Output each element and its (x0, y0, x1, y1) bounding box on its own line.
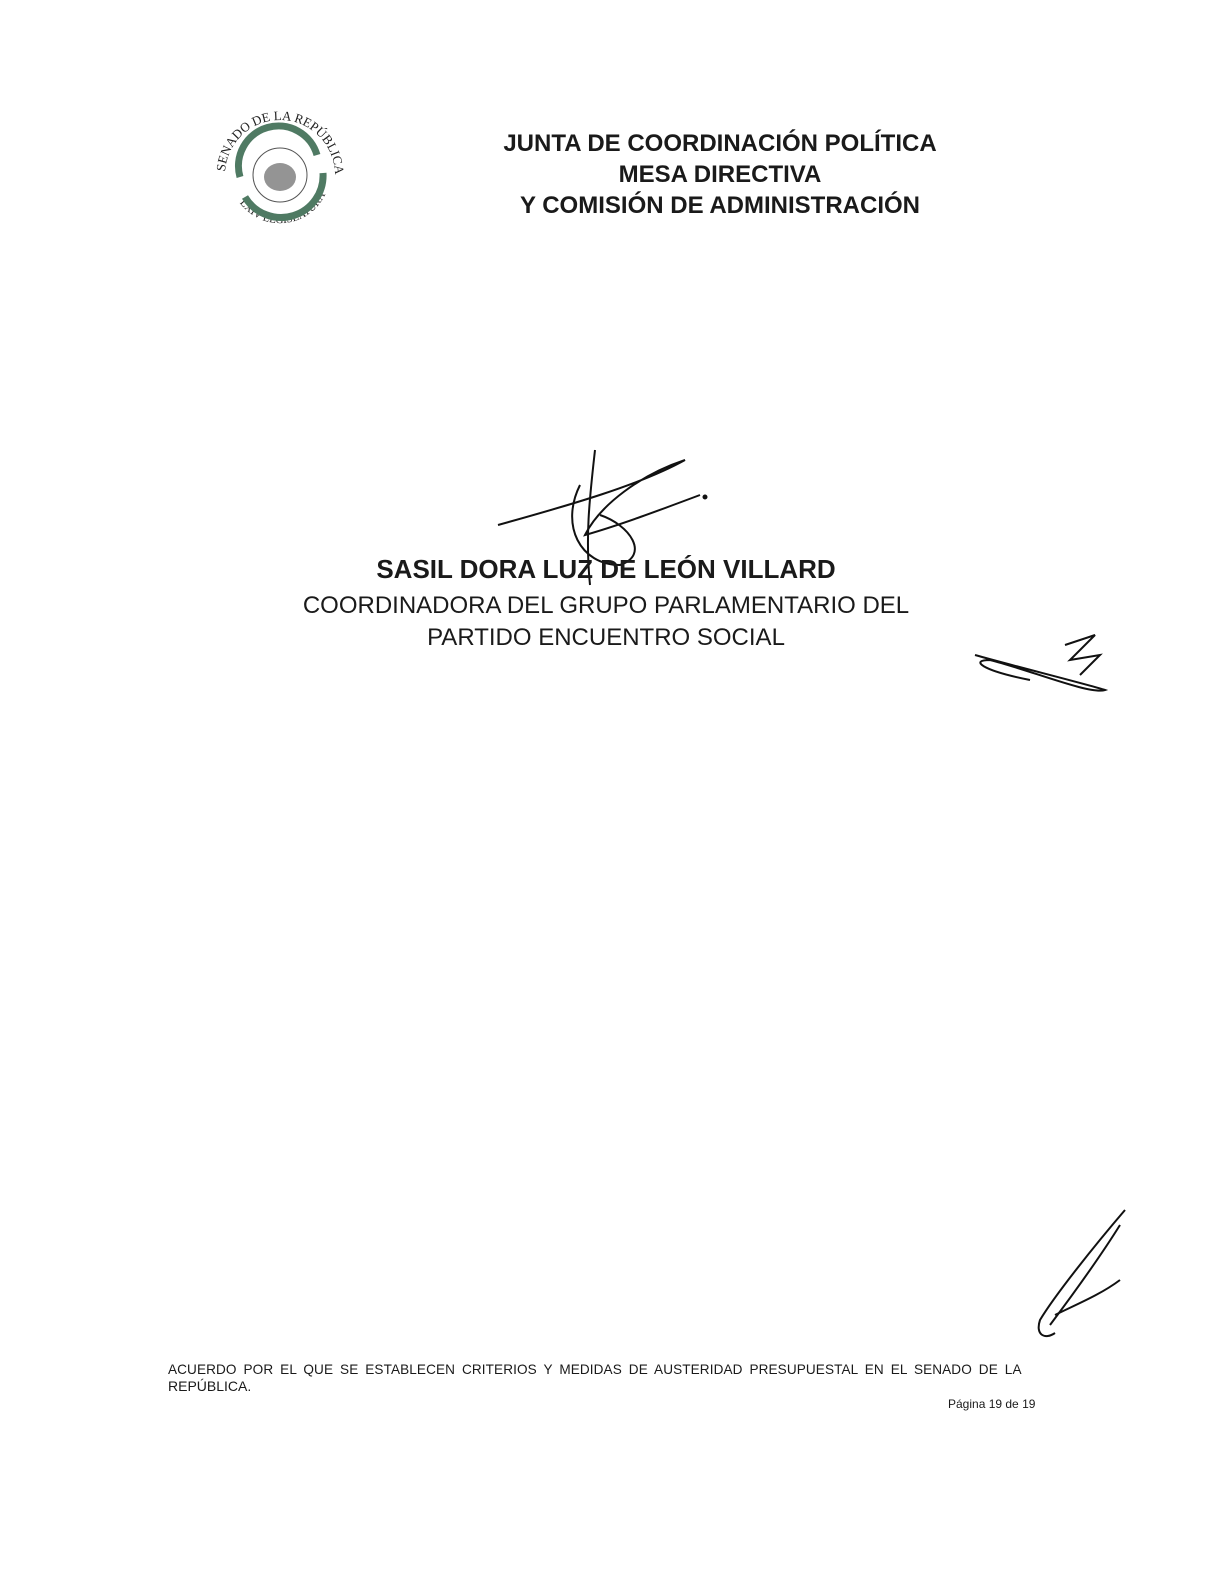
footer-title-continued: REPÚBLICA. (168, 1378, 252, 1394)
signatory-role (206, 590, 1006, 654)
svg-text:SENADO DE LA REPÚBLICA: SENADO DE LA REPÚBLICA (213, 107, 348, 176)
role-line-1: COORDINADORA DEL GRUPO PARLAMENTARIO DEL (302, 592, 910, 619)
signatory-name: SASIL DORA LUZ DE LEÓN VILLARD (376, 554, 836, 584)
role-line-2: PARTIDO ENCUENTRO SOCIAL (427, 624, 785, 651)
footer-title: ACUERDO POR EL QUE SE ESTABLECEN CRITERIOS Y MEDIDAS DE AUSTERIDAD PRESUPUESTAL EN EL SENADO DE LA (168, 1361, 1022, 1377)
document-header (380, 128, 1060, 221)
header-line-3: Y COMISIÓN DE ADMINISTRACIÓN (519, 192, 921, 219)
header-line-2: MESA DIRECTIVA (618, 161, 822, 188)
initials-mark (970, 630, 1120, 735)
page-number: Página 19 de 19 (948, 1397, 1036, 1411)
margin-initial (1025, 1205, 1135, 1350)
header-line-1: JUNTA DE COORDINACIÓN POLÍTICA (503, 130, 937, 157)
senate-seal (205, 95, 355, 245)
svg-text:LXIV LEGISLATURA: LXIV LEGISLATURA (237, 189, 329, 227)
